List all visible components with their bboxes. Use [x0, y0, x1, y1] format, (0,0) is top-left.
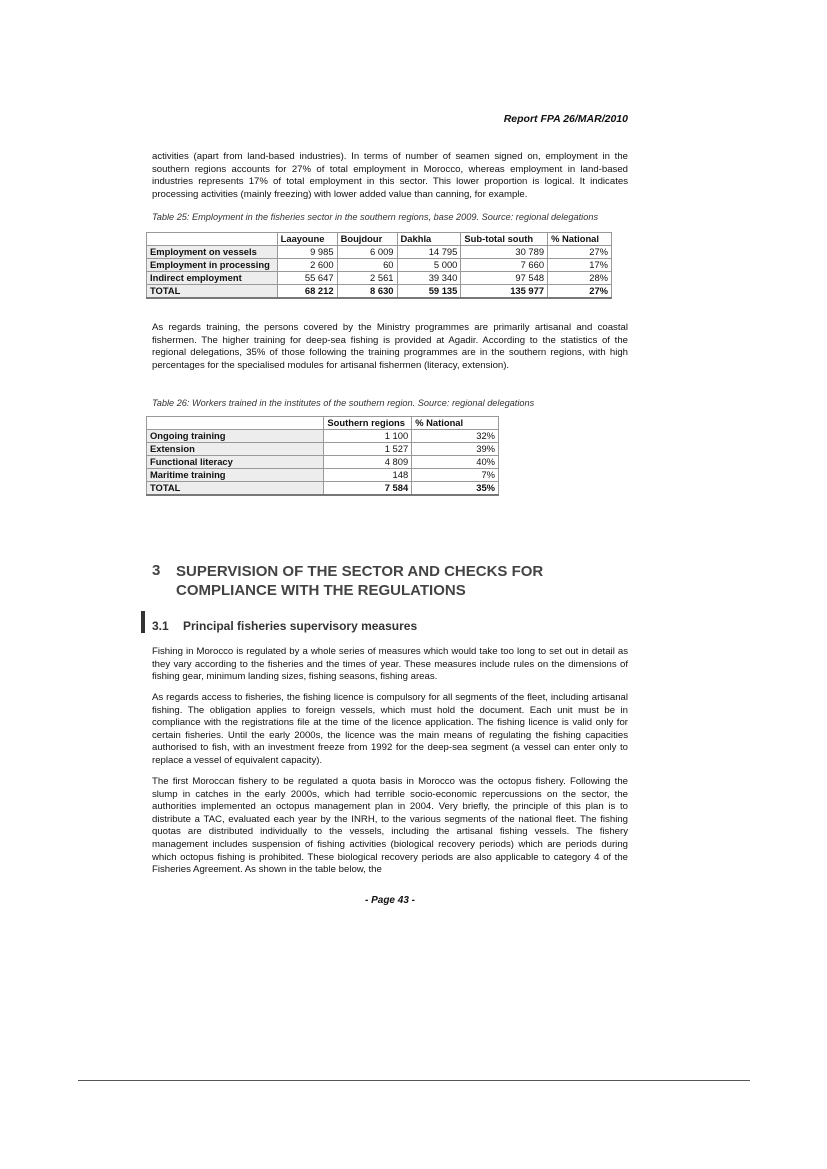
table-cell: 4 809 [324, 456, 412, 469]
table-25-header: Dakhla [397, 233, 461, 246]
paragraph-licence: As regards access to fisheries, the fishing licence is compulsory for all segments of the fleet, including artisanal fishing. The obligation applies to foreign vessels, which must hold the document. Each unit must be in compliance with the registrations file at the time of the licence application. The fishing licence is valid only for certain fisheries. Until the early 2000s, the licence was the main means of regulating the fishing capacities authorised to fish, with an investment freeze from 1992 for the deep-sea segment (a vessel can enter only to replace a vessel of equivalent capacity). [152, 692, 628, 766]
table-cell: 27% [548, 285, 612, 299]
table-cell: 59 135 [397, 285, 461, 299]
table-cell: 9 985 [277, 246, 337, 259]
row-label: Ongoing training [147, 430, 324, 443]
table-total-row [147, 482, 499, 496]
footer-divider [78, 1080, 750, 1081]
row-label: Employment on vessels [147, 246, 278, 259]
report-reference: Report FPA 26/MAR/2010 [503, 113, 628, 125]
section-3-1-heading: Principal fisheries supervisory measures [183, 619, 418, 633]
table-cell: 39% [412, 443, 499, 456]
table-25-header: Laayoune [277, 233, 337, 246]
table-row [147, 430, 499, 443]
table-cell: 40% [412, 456, 499, 469]
row-label: Functional literacy [147, 456, 324, 469]
table-total-row [147, 285, 612, 299]
table-cell: 39 340 [397, 272, 461, 285]
table-cell: 2 561 [337, 272, 397, 285]
section-3-heading: SUPERVISION OF THE SECTOR AND CHECKS FOR COMPLIANCE WITH THE REGULATIONS [176, 563, 544, 599]
table-row [147, 469, 499, 482]
table-cell: 55 647 [277, 272, 337, 285]
row-label: Maritime training [147, 469, 324, 482]
row-label: Indirect employment [147, 272, 278, 285]
table-26-header-row [147, 417, 499, 430]
table-cell: 97 548 [461, 272, 548, 285]
paragraph-employment: activities (apart from land-based industries). In terms of number of seamen signed on, employment in the southern regions accounts for 27% of total employment in Morocco, whereas employment in land-based industries represents 17% of total employment in this sector. This lower proportion is logical. It indicates processing activities (mainly freezing) with lower added value than canning, for example. [152, 151, 628, 200]
table-cell: 32% [412, 430, 499, 443]
table-cell: 30 789 [461, 246, 548, 259]
paragraph-training: As regards training, the persons covered by the Ministry programmes are primarily artisanal and coastal fishermen. The higher training for deep-sea fishing is provided at Agadir. According to the statistics of the regional delegations, 35% of those following the training programmes are in the southern regions, with high percentages for the specialised modules for artisanal fishermen (literacy, extension). [152, 322, 628, 371]
table-cell: 28% [548, 272, 612, 285]
section-marker-bar [141, 611, 145, 633]
table-cell: 14 795 [397, 246, 461, 259]
table-cell: 8 630 [337, 285, 397, 299]
table-25-header: % National [548, 233, 612, 246]
table-26-header: % National [412, 417, 499, 430]
table-cell: 7% [412, 469, 499, 482]
table-cell: 17% [548, 259, 612, 272]
table-cell: 2 600 [277, 259, 337, 272]
table-row [147, 246, 612, 259]
row-label: Extension [147, 443, 324, 456]
row-label: Employment in processing [147, 259, 278, 272]
table-26-caption: Table 26: Workers trained in the institutes of the southern region. Source: regional delegations [152, 398, 535, 408]
table-cell: 135 977 [461, 285, 548, 299]
table-cell: 1 527 [324, 443, 412, 456]
table-cell: 7 584 [324, 482, 412, 496]
table-25-caption: Table 25: Employment in the fisheries sector in the southern regions, base 2009. Source: regional delegations [152, 212, 599, 222]
table-row [147, 259, 612, 272]
table-row [147, 272, 612, 285]
table-row [147, 456, 499, 469]
table-cell: 148 [324, 469, 412, 482]
paragraph-octopus: The first Moroccan fishery to be regulated a quota basis in Morocco was the octopus fishery. Following the slump in catches in the early 2000s, which had terrible socio-economic repercussions on the sector, the authorities implemented an octopus management plan in 2004. Very briefly, the principle of this plan is to distribute a TAC, evaluated each year by the INRH, to the various segments of the national fleet. The fishing quotas are distributed individually to the vessels, including the artisanal fishing vessels. The fishery management includes suspension of fishing activities (biological recovery periods) which are periods during which octopus fishing is prohibited. These biological recovery periods are also applicable to category 4 of the Fisheries Agreement. As shown in the table below, the [152, 776, 628, 876]
table-cell: 7 660 [461, 259, 548, 272]
table-row [147, 443, 499, 456]
table-26-header-empty [147, 417, 324, 430]
table-cell: 6 009 [337, 246, 397, 259]
row-label: TOTAL [147, 482, 324, 496]
table-cell: 5 000 [397, 259, 461, 272]
table-26-header: Southern regions [324, 417, 412, 430]
table-cell: 35% [412, 482, 499, 496]
table-25 [146, 232, 612, 299]
section-3-1-number: 3.1 [152, 619, 169, 633]
table-cell: 68 212 [277, 285, 337, 299]
table-25-header: Boujdour [337, 233, 397, 246]
table-cell: 27% [548, 246, 612, 259]
page-number: - Page 43 - [364, 895, 416, 906]
paragraph-regulation: Fishing in Morocco is regulated by a whole series of measures which would take too long to set out in detail as they vary according to the fisheries and the times of year. These measures include rules on the dimensions of fishing gear, minimum landing sizes, fishing seasons, fishing areas. [152, 646, 628, 683]
row-label: TOTAL [147, 285, 278, 299]
section-3-number: 3 [152, 562, 161, 579]
table-26 [146, 416, 499, 496]
table-cell: 1 100 [324, 430, 412, 443]
table-25-header-row [147, 233, 612, 246]
table-cell: 60 [337, 259, 397, 272]
table-25-header-empty [147, 233, 278, 246]
table-25-header: Sub-total south [461, 233, 548, 246]
